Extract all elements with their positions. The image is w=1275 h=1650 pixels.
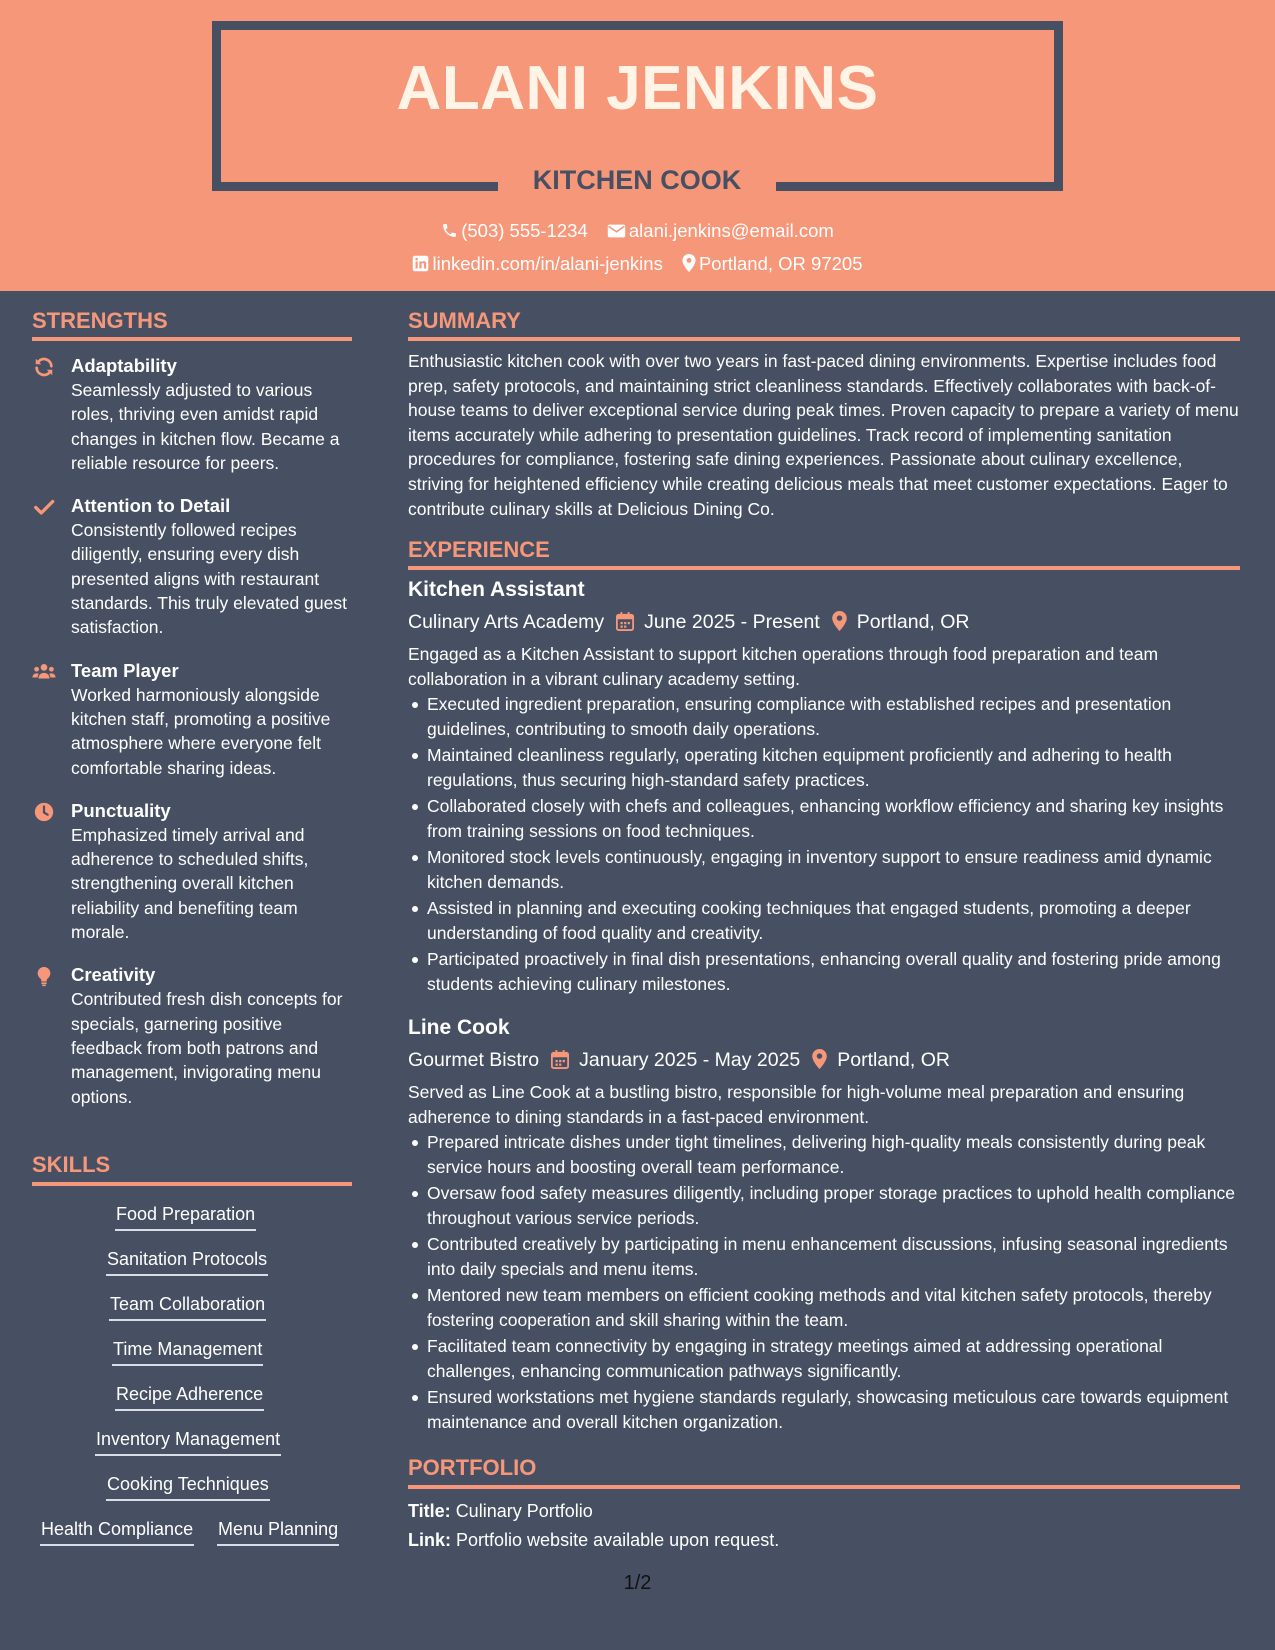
strength-item — [32, 963, 352, 1108]
strength-title: Punctuality — [71, 799, 171, 821]
candidate-name: ALANI JENKINS — [396, 54, 879, 123]
refresh-icon — [32, 356, 56, 378]
contact-row-1 — [0, 222, 1275, 241]
strength-description: Consistently followed recipes diligently, ensuring every dish presented aligns with restaurant standards. This truly elevated guest satisfaction. — [71, 520, 347, 638]
strength-item — [32, 354, 352, 475]
linkedin-icon — [412, 255, 429, 272]
strength-title: Attention to Detail — [71, 495, 231, 517]
skill-tag: Health Compliance — [40, 1520, 194, 1546]
envelope-icon — [607, 223, 626, 239]
strength-description: Seamlessly adjusted to various roles, thriving even amidst rapid changes in kitchen flow. Became a reliable resource for peers. — [71, 380, 340, 473]
checkmark-icon — [32, 496, 56, 518]
bullet-item: Maintained cleanliness regularly, operating kitchen equipment proficiently and adhering to health regulations, thus securing high-standard safety practices. — [408, 743, 1240, 792]
bullet-item: Monitored stock levels continuously, engaging in inventory support to ensure readiness amid dynamic kitchen demands. — [408, 845, 1240, 894]
job-title: Kitchen Assistant — [408, 578, 585, 601]
strength-title: Team Player — [71, 659, 179, 681]
skill-tag: Menu Planning — [217, 1520, 339, 1546]
skill-tag: Sanitation Protocols — [106, 1250, 268, 1276]
bullet-item: Assisted in planning and executing cooking techniques that engaged students, promoting a deeper understanding of food quality and creativity. — [408, 896, 1240, 945]
calendar-icon — [551, 1050, 569, 1069]
map-pin-icon — [812, 1049, 827, 1069]
bullet-item: Executed ingredient preparation, ensuring compliance with established recipes and presentation guidelines, contributing to smooth daily operations. — [408, 692, 1240, 741]
job-meta — [408, 611, 970, 633]
phone-icon — [441, 222, 458, 239]
job-dates: January 2025 - May 2025 — [579, 1049, 801, 1071]
experience-heading: EXPERIENCE — [408, 537, 550, 562]
bullet-item: Participated proactively in final dish presentations, enhancing overall quality and fostering pride among students achieving culinary milestones. — [408, 947, 1240, 996]
strengths-rule — [32, 337, 352, 341]
strength-title: Creativity — [71, 964, 156, 986]
map-pin-icon — [682, 254, 696, 272]
calendar-icon — [616, 612, 634, 631]
lightbulb-icon — [32, 965, 56, 987]
header-banner — [0, 0, 1275, 291]
job-details — [408, 1080, 1240, 1436]
bullet-item: Mentored new team members on efficient cooking methods and vital kitchen safety protocols, thereby fostering cooperation and skill sharing within the team. — [408, 1283, 1240, 1332]
skills-heading: SKILLS — [32, 1152, 111, 1177]
skill-tag: Cooking Techniques — [106, 1475, 270, 1501]
portfolio-title-line — [408, 1502, 593, 1520]
portfolio-title-value: Culinary Portfolio — [455, 1501, 593, 1521]
job-intro: Engaged as a Kitchen Assistant to support kitchen operations through food preparation and team collaboration in a vibrant culinary academy setting. — [408, 644, 1159, 689]
strength-title: Adaptability — [71, 355, 177, 376]
skill-tag: Food Preparation — [115, 1205, 256, 1231]
portfolio-link-line — [408, 1531, 779, 1549]
bullet-item: Contributed creatively by participating in menu enhancement discussions, infusing seasonal ingredients into daily specials and menu items. — [408, 1232, 1240, 1281]
strength-description: Contributed fresh dish concepts for specials, garnering positive feedback from both patrons and management, invigorating menu options. — [71, 989, 343, 1107]
skill-tag: Inventory Management — [95, 1430, 281, 1456]
bullet-item: Oversaw food safety measures diligently, including proper storage practices to uphold health compliance throughout various service periods. — [408, 1181, 1240, 1230]
summary-text: Enthusiastic kitchen cook with over two years in fast-paced dining environments. Expertise includes food prep, safety protocols, and maintaining strict cleanliness standards. Effectively collaborates with back-of-house teams to deliver exceptional service during peak times. Proven capacity to prepare a variety of menu items accurately while adhering to presentation guidelines. Track record of implementing sanitation procedures for compliance, fostering safe dining experiences. Passionate about culinary excellence, striving for heightened efficiency while creating delicious meals that meet customer expectations. Eager to contribute culinary skills at Delicious Dining Co. — [408, 351, 1239, 519]
portfolio-rule — [408, 1485, 1240, 1489]
job-bullets — [408, 1130, 1240, 1434]
job-bullets — [408, 692, 1240, 996]
linkedin-contact[interactable] — [412, 255, 662, 274]
phone-contact[interactable] — [441, 222, 588, 241]
strength-description: Worked harmoniously alongside kitchen staff, promoting a positive atmosphere where everyone felt comfortable sharing ideas. — [71, 684, 331, 778]
skill-tag: Recipe Adherence — [115, 1385, 264, 1411]
email-text: alani.jenkins@email.com — [628, 220, 834, 241]
bullet-item: Collaborated closely with chefs and colleagues, enhancing workflow efficiency and sharing key insights from training sessions on food techniques. — [408, 794, 1240, 843]
phone-text: (503) 555-1234 — [461, 220, 588, 241]
skill-tag: Time Management — [112, 1340, 263, 1366]
skills-rule — [32, 1182, 352, 1186]
job-title: KITCHEN COOK — [532, 165, 742, 195]
skill-tag: Team Collaboration — [109, 1295, 266, 1321]
page-number: 1/2 — [623, 1572, 652, 1594]
job-dates: June 2025 - Present — [644, 611, 820, 633]
job-meta — [408, 1049, 950, 1071]
location-text: Portland, OR 97205 — [698, 253, 863, 274]
strengths-heading: STRENGTHS — [32, 308, 168, 333]
email-contact[interactable] — [607, 222, 834, 241]
map-pin-icon — [832, 611, 847, 631]
bullet-item: Facilitated team connectivity by engaging in strategy meetings aimed at addressing operational challenges, enhancing communication pathways significantly. — [408, 1334, 1240, 1383]
portfolio-title-label: Title: — [408, 1501, 451, 1521]
bullet-item: Ensured workstations met hygiene standards regularly, showcasing meticulous care towards equipment maintenance and overall kitchen organization. — [408, 1385, 1240, 1434]
summary-heading: SUMMARY — [408, 308, 521, 333]
company-name: Gourmet Bistro — [408, 1049, 540, 1071]
location-contact — [682, 254, 863, 274]
contact-row-2 — [0, 254, 1275, 274]
strength-item — [32, 799, 352, 944]
company-name: Culinary Arts Academy — [408, 611, 605, 633]
job-details — [408, 642, 1240, 998]
strengths-list — [32, 354, 352, 1128]
strength-description: Emphasized timely arrival and adherence to scheduled shifts, strengthening overall kitchen reliability and benefiting team morale. — [71, 824, 309, 943]
summary-rule — [408, 337, 1240, 341]
portfolio-link-value[interactable]: Portfolio website available upon request. — [456, 1530, 780, 1550]
strength-item — [32, 659, 352, 780]
job-intro: Served as Line Cook at a bustling bistro, responsible for high-volume meal preparation and ensuring adherence to dining standards in a fast-paced environment. — [408, 1082, 1185, 1127]
users-icon — [32, 661, 56, 683]
portfolio-link-label: Link: — [408, 1530, 451, 1550]
job-title: Line Cook — [408, 1016, 510, 1039]
experience-rule — [408, 566, 1240, 570]
clock-icon — [32, 801, 56, 823]
bullet-item: Prepared intricate dishes under tight timelines, delivering high-quality meals consistently during peak service hours and boosting overall team performance. — [408, 1130, 1240, 1179]
job-location: Portland, OR — [856, 611, 970, 633]
linkedin-text: linkedin.com/in/alani-jenkins — [432, 253, 663, 274]
job-location: Portland, OR — [837, 1049, 950, 1071]
strength-item — [32, 494, 352, 639]
portfolio-heading: PORTFOLIO — [408, 1455, 537, 1480]
